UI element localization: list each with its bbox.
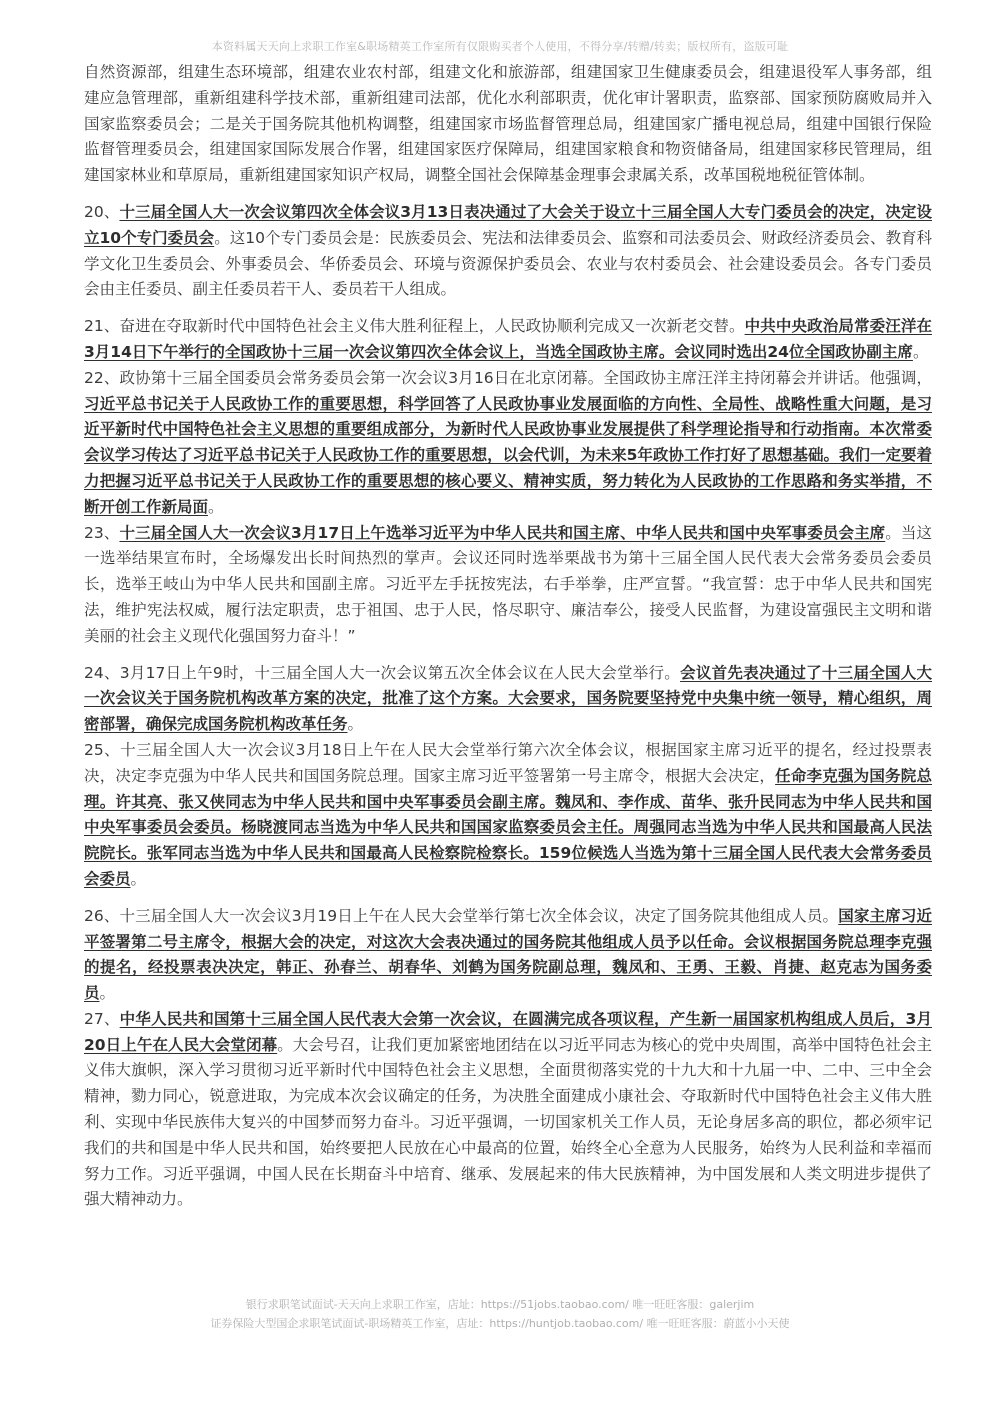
body-text: 。 — [99, 984, 116, 1003]
highlighted-text: 国家主席习近平签署第二号主席令，根据大会的决定，对这次大会表决通过的国务院其他组成人员予以任命。会议根据国务院总理李克强的提名，经投票表决决定，韩正、孙春兰、胡春华、刘鹤为国务院副总理，魏凤和、王勇、王毅、肖捷、赵克志为国务委员 — [84, 906, 932, 1003]
paragraph-26 — [84, 904, 932, 1007]
paragraph-0 — [84, 60, 932, 189]
paragraph-20 — [84, 200, 932, 303]
body-text: 20、 — [84, 202, 120, 221]
highlighted-text: 十三届全国人大一次会议第四次全体会议3月13日表决通过了大会关于设立十三届全国人大专门委员会的决定，决定设立10个专门委员会 — [84, 202, 932, 247]
body-text: 21、奋进在夺取新时代中国特色社会主义伟大胜利征程上，人民政协顺利完成又一次新老交替。 — [84, 317, 745, 336]
highlighted-text: 习近平总书记关于人民政协工作的重要思想，科学回答了人民政协事业发展面临的方向性、全局性、战略性重大问题，是习近平新时代中国特色社会主义思想的重要组成部分，为新时代人民政协事业发展提供了科学理论指导和行动指南。本次常委会议学习传达了习近平总书记关于人民政协工作的重要思想，以会代训，为未来5年政协工作打好了思想基础。我们一定要着力把握习近平总书记关于人民政协工作的重要思想的核心要义、精神实质，努力转化为人民政协的工作思路和务实举措，不断开创工作新局面 — [84, 394, 932, 516]
highlighted-text: 任命李克强为国务院总理。许其亮、张又侠同志为中华人民共和国中央军事委员会副主席。魏凤和、李作成、苗华、张升民同志为中华人民共和国中央军事委员会委员。杨晓渡同志当选为中华人民共和国国家监察委员会主任。周强同志当选为中华人民共和国最高人民法院院长。张军同志当选为中华人民共和国最高人民检察院检察长。159位候选人当选为第十三届全国人民代表大会常务委员会委员 — [84, 766, 932, 888]
highlighted-text: 中共中央政治局常委汪洋在3月14日下午举行的全国政协十三届一次会议第四次全体会议上，当选全国政协主席。会议同时选出24位全国政协副主席 — [84, 317, 932, 361]
highlighted-text: 十三届全国人大一次会议3月17日上午选举习近平为中华人民共和国主席、中华人民共和国中央军事委员会主席 — [119, 523, 886, 542]
highlighted-text: 会议首先表决通过了十三届全国人大一次会议关于国务院机构改革方案的决定，批准了这个方案。大会要求，国务院要坚持党中央集中统一领导，精心组织，周密部署，确保完成国务院机构改革任务 — [84, 663, 932, 734]
body-text: 。 — [347, 715, 364, 734]
paragraph-25 — [84, 738, 932, 893]
body-text: 。大会号召，让我们更加紧密地团结在以习近平同志为核心的党中央周围，高举中国特色社会主义伟大旗帜，深入学习贯彻习近平新时代中国特色社会主义思想，全面贯彻落实党的十九大和十九届一中、二中、三中全会精神，勠力同心，锐意进取，为完成本次会议确定的任务，为决胜全面建成小康社会、夺取新时代中国特色社会主义伟大胜利、实现中华民族伟大复兴的中国梦而努力奋斗。习近平强调，一切国家机关工作人员，无论身居多高的职位，都必须牢记我们的共和国是中华人民共和国，始终要把人民放在心中最高的位置，始终全心全意为人民服务，始终为人民利益和幸福而努力工作。习近平强调，中国人民在长期奋斗中培育、继承、发展起来的伟大民族精神，为中国发展和人类文明进步提供了强大精神动力。 — [84, 1035, 932, 1209]
body-text: 。这10个专门委员会是：民族委员会、宪法和法律委员会、监察和司法委员会、财政经济委员会、教育科学文化卫生委员会、外事委员会、华侨委员会、环境与资源保护委员会、农业与农村委员会、社会建设委员会。各专门委员会由主任委员、副主任委员若干人、委员若干人组成。 — [84, 228, 932, 299]
highlighted-text: 中华人民共和国第十三届全国人民代表大会第一次会议，在圆满完成各项议程，产生新一届国家机构组成人员后，3月20日上午在人民大会堂闭幕 — [84, 1009, 932, 1054]
body-text: 。 — [912, 342, 929, 361]
paragraph-21 — [84, 314, 932, 366]
body-text: 。 — [208, 497, 224, 516]
footer-line-2: 证券保险大型国企求职笔试面试-职场精英工作室，店址：https://huntjob.taobao.com/ 唯一旺旺客服：蔚蓝小小天使 — [210, 1317, 790, 1330]
paragraph-22 — [84, 366, 932, 521]
document-body — [84, 60, 932, 1213]
body-text: 22、政协第十三届全国委员会常务委员会第一次会议3月16日在北京闭幕。全国政协主席汪洋主持闭幕会并讲话。他强调， — [84, 368, 932, 387]
paragraph-23 — [84, 521, 932, 650]
paragraph-24 — [84, 661, 932, 738]
body-text: 23、 — [84, 523, 120, 542]
body-text: 。当这一选举结果宣布时，全场爆发出长时间热烈的掌声。会议还同时选举栗战书为第十三届全国人民代表大会常务委员会委员长，选举王岐山为中华人民共和国副主席。习近平左手抚按宪法，右手举拳，庄严宣誓。“我宣誓：忠于中华人民共和国宪法，维护宪法权威，履行法定职责，忠于祖国、忠于人民，恪尽职守、廉洁奉公，接受人民监督，为建设富强民主文明和谐美丽的社会主义现代化强国努力奋斗！” — [84, 523, 932, 645]
body-text: 24、3月17日上午9时，十三届全国人大一次会议第五次全体会议在人民大会堂举行。 — [84, 663, 681, 682]
body-text: 26、十三届全国人大一次会议3月19日上午在人民大会堂举行第七次全体会议，决定了国务院其他组成人员。 — [84, 906, 839, 925]
paragraph-27 — [84, 1007, 932, 1213]
body-text: 27、 — [84, 1009, 120, 1028]
body-text: 25、十三届全国人大一次会议3月18日上午在人民大会堂举行第六次全体会议，根据国家主席习近平的提名，经过投票表决，决定李克强为中华人民共和国国务院总理。国家主席习近平签署第一号主席令，根据大会决定， — [84, 740, 932, 785]
footer-line-1: 银行求职笔试面试-天天向上求职工作室，店址：https://51jobs.taobao.com/ 唯一旺旺客服：galerjim — [245, 1298, 755, 1311]
body-text: 自然资源部，组建生态环境部，组建农业农村部，组建文化和旅游部，组建国家卫生健康委员会，组建退役军人事务部，组建应急管理部，重新组建科学技术部，重新组建司法部，优化水利部职责，优化审计署职责，监察部、国家预防腐败局并入国家监察委员会；二是关于国务院其他机构调整，组建国家市场监督管理总局，组建国家广播电视总局，组建中国银行保险监督管理委员会，组建国家国际发展合作署，组建国家医疗保障局，组建国家粮食和物资储备局，组建国家移民管理局，组建国家林业和草原局，重新组建国家知识产权局，调整全国社会保障基金理事会隶属关系，改革国税地税征管体制。 — [84, 63, 932, 185]
body-text: 。 — [130, 869, 147, 888]
header-watermark: 本资料属天天向上求职工作室&职场精英工作室所有仅限购买者个人使用，不得分享/转赠/转卖；版权所有，盗版可耻 — [211, 40, 789, 53]
